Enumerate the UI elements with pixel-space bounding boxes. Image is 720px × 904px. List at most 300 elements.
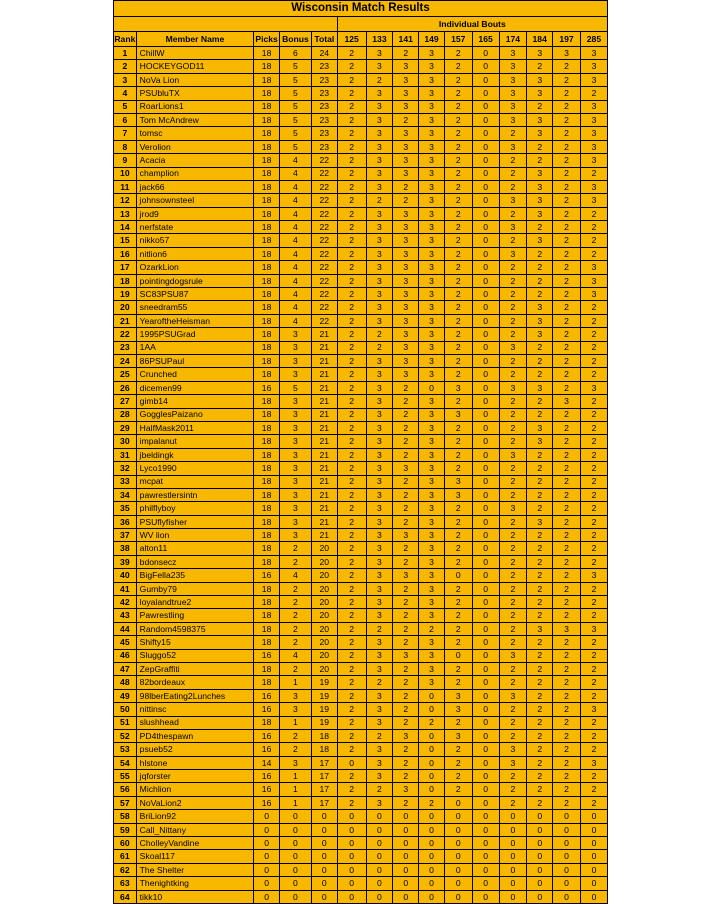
bout-cell: 3 <box>419 354 445 367</box>
member-name-cell: bdonsecz <box>136 555 254 568</box>
table-row <box>114 622 608 635</box>
bout-cell: 3 <box>393 247 419 260</box>
table-row <box>114 87 608 100</box>
bout-cell: 2 <box>527 703 553 716</box>
total-cell: 20 <box>311 636 337 649</box>
bout-cell: 2 <box>337 596 366 609</box>
bout-cell: 0 <box>393 890 419 903</box>
bout-cell: 2 <box>553 529 581 542</box>
total-cell: 20 <box>311 662 337 675</box>
table-row <box>114 408 608 421</box>
rank-cell: 10 <box>114 167 137 180</box>
bout-cell: 2 <box>527 221 553 234</box>
bout-cell: 2 <box>366 73 393 86</box>
picks-cell: 18 <box>254 314 280 327</box>
total-cell: 21 <box>311 354 337 367</box>
bout-cell: 0 <box>393 810 419 823</box>
bout-cell: 0 <box>444 823 472 836</box>
bout-cell: 2 <box>553 609 581 622</box>
bout-cell: 3 <box>499 247 527 260</box>
bout-cell: 0 <box>366 877 393 890</box>
bonus-cell: 3 <box>279 354 311 367</box>
bout-cell: 3 <box>419 207 445 220</box>
bonus-cell: 5 <box>279 127 311 140</box>
bout-cell: 3 <box>499 113 527 126</box>
bout-cell: 0 <box>580 850 607 863</box>
bout-cell: 2 <box>444 167 472 180</box>
bout-cell: 3 <box>419 328 445 341</box>
bout-cell: 2 <box>553 569 581 582</box>
bonus-cell: 4 <box>279 314 311 327</box>
bout-cell: 2 <box>527 341 553 354</box>
bout-cell: 0 <box>553 837 581 850</box>
bout-cell: 3 <box>419 288 445 301</box>
bout-cell: 3 <box>393 234 419 247</box>
bout-cell: 0 <box>472 194 499 207</box>
bout-cell: 0 <box>393 877 419 890</box>
bout-cell: 3 <box>419 341 445 354</box>
bout-cell: 3 <box>419 221 445 234</box>
bout-cell: 0 <box>472 796 499 809</box>
bout-cell: 0 <box>419 810 445 823</box>
bout-cell: 2 <box>553 274 581 287</box>
table-row <box>114 716 608 729</box>
bout-cell: 3 <box>366 421 393 434</box>
bout-cell: 2 <box>444 47 472 60</box>
table-row <box>114 234 608 247</box>
bout-cell: 2 <box>337 167 366 180</box>
bout-cell: 0 <box>472 502 499 515</box>
column-header: 125 <box>337 32 366 47</box>
bout-cell: 2 <box>580 354 607 367</box>
bout-cell: 3 <box>366 314 393 327</box>
bout-cell: 0 <box>472 810 499 823</box>
total-cell: 21 <box>311 381 337 394</box>
bonus-cell: 2 <box>279 636 311 649</box>
bout-cell: 0 <box>472 662 499 675</box>
bout-cell: 2 <box>527 154 553 167</box>
bonus-cell: 5 <box>279 113 311 126</box>
bonus-cell: 3 <box>279 368 311 381</box>
bout-cell: 2 <box>580 408 607 421</box>
table-row <box>114 167 608 180</box>
bonus-cell: 1 <box>279 796 311 809</box>
bout-cell: 2 <box>393 435 419 448</box>
member-name-cell: pointingdogsrule <box>136 274 254 287</box>
title-row <box>114 1 608 17</box>
member-name-cell: tomsc <box>136 127 254 140</box>
bout-cell: 2 <box>337 100 366 113</box>
bout-cell: 0 <box>580 823 607 836</box>
rank-cell: 54 <box>114 756 137 769</box>
picks-cell: 18 <box>254 716 280 729</box>
bout-cell: 3 <box>580 622 607 635</box>
picks-cell: 16 <box>254 649 280 662</box>
bout-cell: 3 <box>366 542 393 555</box>
bout-cell: 2 <box>499 288 527 301</box>
picks-cell: 18 <box>254 47 280 60</box>
bout-cell: 0 <box>553 877 581 890</box>
group-header-row <box>114 17 608 32</box>
bout-cell: 0 <box>472 100 499 113</box>
table-row <box>114 448 608 461</box>
bout-cell: 0 <box>337 863 366 876</box>
bout-cell: 2 <box>527 488 553 501</box>
bout-cell: 2 <box>580 207 607 220</box>
bonus-cell: 4 <box>279 274 311 287</box>
bout-cell: 0 <box>472 569 499 582</box>
table-row <box>114 475 608 488</box>
bout-cell: 0 <box>419 850 445 863</box>
bout-cell: 0 <box>366 850 393 863</box>
bout-cell: 2 <box>444 435 472 448</box>
bout-cell: 3 <box>499 100 527 113</box>
total-cell: 23 <box>311 60 337 73</box>
bout-cell: 3 <box>580 180 607 193</box>
bout-cell: 3 <box>527 515 553 528</box>
table-row <box>114 354 608 367</box>
bout-cell: 0 <box>580 890 607 903</box>
rank-cell: 19 <box>114 288 137 301</box>
picks-cell: 18 <box>254 73 280 86</box>
bout-cell: 0 <box>472 890 499 903</box>
bout-cell: 0 <box>472 140 499 153</box>
rank-cell: 11 <box>114 180 137 193</box>
bout-cell: 3 <box>527 73 553 86</box>
member-name-cell: Thenightking <box>136 877 254 890</box>
bonus-cell: 5 <box>279 140 311 153</box>
bout-cell: 2 <box>393 716 419 729</box>
bonus-cell: 4 <box>279 234 311 247</box>
table-row <box>114 756 608 769</box>
bout-cell: 2 <box>337 395 366 408</box>
bout-cell: 2 <box>553 662 581 675</box>
bonus-cell: 3 <box>279 529 311 542</box>
member-name-cell: nitlion6 <box>136 247 254 260</box>
total-cell: 0 <box>311 823 337 836</box>
bonus-cell: 4 <box>279 569 311 582</box>
bonus-cell: 4 <box>279 221 311 234</box>
bout-cell: 2 <box>444 261 472 274</box>
bout-cell: 2 <box>393 113 419 126</box>
bout-cell: 0 <box>527 877 553 890</box>
total-cell: 23 <box>311 73 337 86</box>
bout-cell: 3 <box>366 582 393 595</box>
bout-cell: 2 <box>527 60 553 73</box>
bout-cell: 3 <box>366 555 393 568</box>
bout-cell: 2 <box>337 569 366 582</box>
bout-cell: 2 <box>499 421 527 434</box>
bout-cell: 0 <box>444 796 472 809</box>
bout-cell: 2 <box>393 703 419 716</box>
bout-cell: 2 <box>580 555 607 568</box>
bout-cell: 3 <box>393 569 419 582</box>
bout-cell: 0 <box>393 837 419 850</box>
rank-cell: 43 <box>114 609 137 622</box>
bout-cell: 2 <box>337 475 366 488</box>
bout-cell: 3 <box>527 301 553 314</box>
bout-cell: 3 <box>444 703 472 716</box>
column-header: 149 <box>419 32 445 47</box>
total-cell: 22 <box>311 274 337 287</box>
rank-cell: 14 <box>114 221 137 234</box>
bout-cell: 3 <box>366 515 393 528</box>
bout-cell: 3 <box>580 60 607 73</box>
bout-cell: 2 <box>499 783 527 796</box>
bout-cell: 3 <box>366 274 393 287</box>
bout-cell: 2 <box>553 729 581 742</box>
picks-cell: 18 <box>254 676 280 689</box>
bout-cell: 2 <box>553 596 581 609</box>
bout-cell: 0 <box>472 288 499 301</box>
bout-cell: 3 <box>499 140 527 153</box>
bout-cell: 3 <box>444 689 472 702</box>
bonus-cell: 3 <box>279 756 311 769</box>
total-cell: 22 <box>311 154 337 167</box>
bout-cell: 3 <box>419 247 445 260</box>
bonus-cell: 0 <box>279 837 311 850</box>
bout-cell: 3 <box>527 314 553 327</box>
bout-cell: 0 <box>419 837 445 850</box>
bout-cell: 2 <box>499 703 527 716</box>
bout-cell: 2 <box>553 421 581 434</box>
member-name-cell: PSUbluTX <box>136 87 254 100</box>
bout-cell: 2 <box>553 60 581 73</box>
member-name-cell: 1995PSUGrad <box>136 328 254 341</box>
picks-cell: 18 <box>254 542 280 555</box>
column-header: Total <box>311 32 337 47</box>
bout-cell: 0 <box>472 877 499 890</box>
bout-cell: 3 <box>499 60 527 73</box>
picks-cell: 18 <box>254 247 280 260</box>
bonus-cell: 4 <box>279 154 311 167</box>
member-name-cell: Verolion <box>136 140 254 153</box>
table-row <box>114 247 608 260</box>
bout-cell: 3 <box>366 743 393 756</box>
bonus-cell: 3 <box>279 328 311 341</box>
bout-cell: 2 <box>553 435 581 448</box>
bout-cell: 2 <box>553 756 581 769</box>
bout-cell: 2 <box>393 596 419 609</box>
bout-cell: 2 <box>444 770 472 783</box>
member-name-cell: 86PSUPaul <box>136 354 254 367</box>
bout-cell: 2 <box>499 716 527 729</box>
bonus-cell: 2 <box>279 622 311 635</box>
member-name-cell: alton11 <box>136 542 254 555</box>
bout-cell: 3 <box>393 462 419 475</box>
bout-cell: 0 <box>444 863 472 876</box>
bout-cell: 2 <box>337 60 366 73</box>
bout-cell: 2 <box>580 502 607 515</box>
bout-cell: 2 <box>499 569 527 582</box>
bonus-cell: 0 <box>279 863 311 876</box>
bout-cell: 2 <box>419 622 445 635</box>
bout-cell: 3 <box>419 676 445 689</box>
bout-cell: 2 <box>553 555 581 568</box>
bout-cell: 0 <box>472 381 499 394</box>
bout-cell: 2 <box>337 221 366 234</box>
bout-cell: 2 <box>553 649 581 662</box>
bout-cell: 2 <box>553 783 581 796</box>
bout-cell: 2 <box>444 301 472 314</box>
column-header: 174 <box>499 32 527 47</box>
bout-cell: 3 <box>366 796 393 809</box>
rank-cell: 17 <box>114 261 137 274</box>
bout-cell: 2 <box>527 100 553 113</box>
bout-cell: 3 <box>553 395 581 408</box>
bout-cell: 0 <box>472 207 499 220</box>
bout-cell: 3 <box>366 100 393 113</box>
rank-cell: 60 <box>114 837 137 850</box>
bout-cell: 0 <box>499 850 527 863</box>
bout-cell: 3 <box>366 475 393 488</box>
total-cell: 0 <box>311 810 337 823</box>
bout-cell: 2 <box>393 381 419 394</box>
bonus-cell: 3 <box>279 341 311 354</box>
total-cell: 23 <box>311 87 337 100</box>
picks-cell: 18 <box>254 354 280 367</box>
bout-cell: 2 <box>444 234 472 247</box>
bout-cell: 0 <box>472 756 499 769</box>
bout-cell: 0 <box>472 743 499 756</box>
bout-cell: 2 <box>444 596 472 609</box>
picks-cell: 0 <box>254 863 280 876</box>
bonus-cell: 0 <box>279 890 311 903</box>
bout-cell: 2 <box>499 596 527 609</box>
bout-cell: 3 <box>366 47 393 60</box>
bout-cell: 3 <box>393 368 419 381</box>
total-cell: 22 <box>311 234 337 247</box>
bout-cell: 3 <box>419 488 445 501</box>
bout-cell: 3 <box>580 47 607 60</box>
member-name-cell: HalfMask2011 <box>136 421 254 434</box>
bout-cell: 3 <box>499 448 527 461</box>
bout-cell: 0 <box>472 301 499 314</box>
bout-cell: 2 <box>553 716 581 729</box>
bout-cell: 2 <box>444 288 472 301</box>
bonus-cell: 4 <box>279 194 311 207</box>
bout-cell: 3 <box>580 381 607 394</box>
bout-cell: 0 <box>337 837 366 850</box>
bout-cell: 3 <box>366 770 393 783</box>
bonus-cell: 3 <box>279 448 311 461</box>
bout-cell: 2 <box>553 354 581 367</box>
bout-cell: 3 <box>419 542 445 555</box>
member-name-cell: Random4598375 <box>136 622 254 635</box>
bout-cell: 2 <box>444 73 472 86</box>
bout-cell: 3 <box>393 341 419 354</box>
bout-cell: 0 <box>419 770 445 783</box>
bout-cell: 2 <box>553 73 581 86</box>
bout-cell: 2 <box>553 207 581 220</box>
bout-cell: 2 <box>499 368 527 381</box>
table-row <box>114 207 608 220</box>
column-header: 133 <box>366 32 393 47</box>
bout-cell: 0 <box>419 823 445 836</box>
bout-cell: 2 <box>337 716 366 729</box>
bout-cell: 2 <box>337 381 366 394</box>
bout-cell: 2 <box>527 676 553 689</box>
table-row <box>114 729 608 742</box>
column-header: Picks <box>254 32 280 47</box>
bout-cell: 2 <box>444 716 472 729</box>
bout-cell: 3 <box>419 314 445 327</box>
member-name-cell: PSUflyfisher <box>136 515 254 528</box>
rank-cell: 38 <box>114 542 137 555</box>
bout-cell: 2 <box>444 622 472 635</box>
bout-cell: 2 <box>393 408 419 421</box>
bout-cell: 2 <box>527 274 553 287</box>
bout-cell: 3 <box>419 555 445 568</box>
rank-cell: 61 <box>114 850 137 863</box>
rank-cell: 53 <box>114 743 137 756</box>
rank-cell: 16 <box>114 247 137 260</box>
bout-cell: 3 <box>393 261 419 274</box>
bout-cell: 2 <box>580 421 607 434</box>
bout-cell: 0 <box>580 877 607 890</box>
bout-cell: 3 <box>580 113 607 126</box>
bout-cell: 2 <box>580 542 607 555</box>
picks-cell: 18 <box>254 555 280 568</box>
table-row <box>114 877 608 890</box>
bout-cell: 3 <box>419 662 445 675</box>
rank-cell: 25 <box>114 368 137 381</box>
bout-cell: 2 <box>337 261 366 274</box>
bout-cell: 3 <box>366 288 393 301</box>
bout-cell: 2 <box>393 609 419 622</box>
picks-cell: 18 <box>254 261 280 274</box>
bout-cell: 3 <box>393 140 419 153</box>
picks-cell: 18 <box>254 154 280 167</box>
bout-cell: 2 <box>580 609 607 622</box>
rank-cell: 12 <box>114 194 137 207</box>
rank-cell: 1 <box>114 47 137 60</box>
bout-cell: 2 <box>444 448 472 461</box>
total-cell: 21 <box>311 395 337 408</box>
bout-cell: 0 <box>472 167 499 180</box>
bout-cell: 2 <box>580 676 607 689</box>
bonus-cell: 4 <box>279 180 311 193</box>
bout-cell: 2 <box>337 408 366 421</box>
picks-cell: 18 <box>254 368 280 381</box>
bout-cell: 2 <box>499 622 527 635</box>
bout-cell: 2 <box>366 622 393 635</box>
bout-cell: 0 <box>499 823 527 836</box>
member-name-cell: mcpat <box>136 475 254 488</box>
bout-cell: 3 <box>580 569 607 582</box>
bout-cell: 3 <box>419 596 445 609</box>
table-row <box>114 421 608 434</box>
bout-cell: 3 <box>419 113 445 126</box>
total-cell: 0 <box>311 877 337 890</box>
bout-cell: 2 <box>393 180 419 193</box>
bout-cell: 2 <box>553 328 581 341</box>
bout-cell: 0 <box>472 555 499 568</box>
member-name-cell: YearoftheHeisman <box>136 314 254 327</box>
bout-cell: 2 <box>527 770 553 783</box>
picks-cell: 18 <box>254 328 280 341</box>
bout-cell: 0 <box>366 863 393 876</box>
bout-cell: 0 <box>337 890 366 903</box>
bout-cell: 0 <box>472 73 499 86</box>
bout-cell: 2 <box>337 113 366 126</box>
total-cell: 0 <box>311 837 337 850</box>
total-cell: 20 <box>311 596 337 609</box>
bout-cell: 3 <box>393 328 419 341</box>
bout-cell: 2 <box>337 488 366 501</box>
picks-cell: 18 <box>254 288 280 301</box>
bout-cell: 2 <box>553 87 581 100</box>
